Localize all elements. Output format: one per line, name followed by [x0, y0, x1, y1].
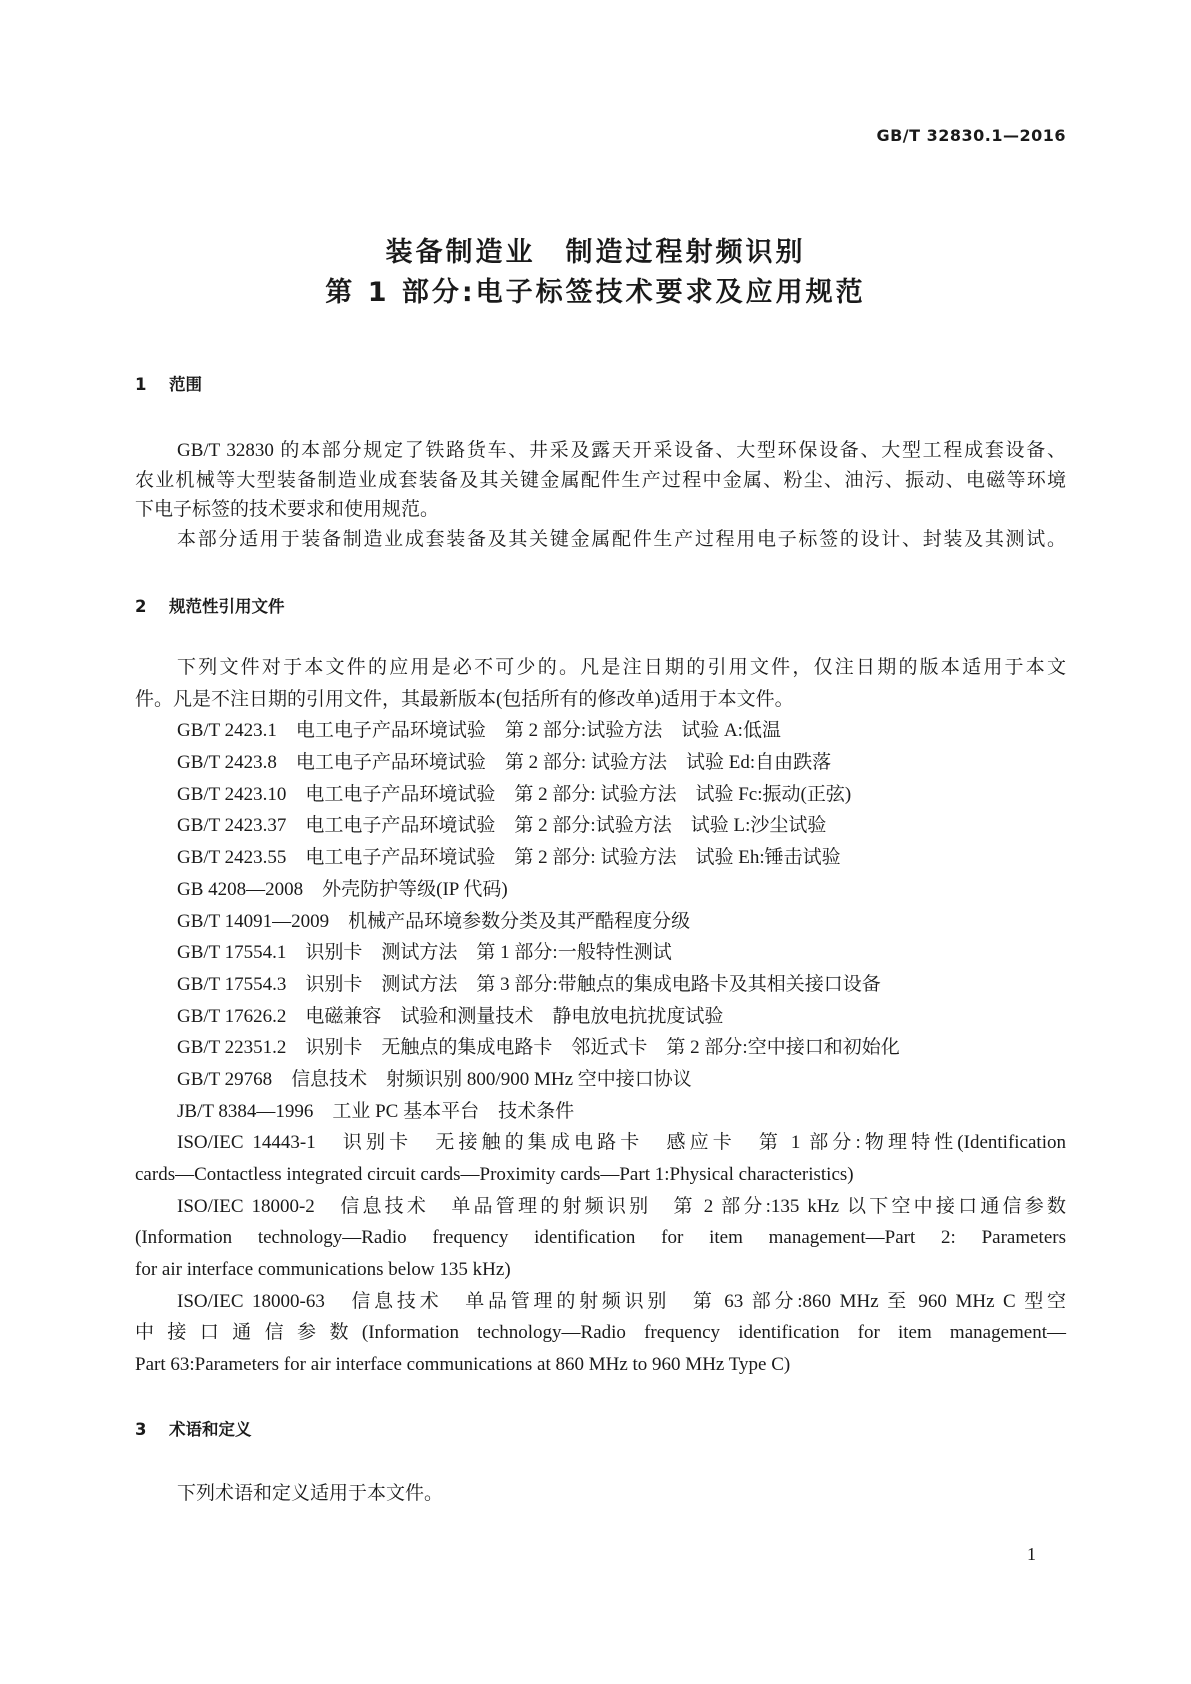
document-title-line-1: 装备制造业 制造过程射频识别	[385, 237, 806, 268]
text-line: 下列文件对于本文件的应用是必不可少的。凡是注日期的引用文件，仅注日期的版本适用于本文	[177, 657, 1066, 678]
section-1-body	[135, 436, 1066, 554]
text-line: GB/T 14091—2009 机械产品环境参数分类及其严酷程度分级	[177, 910, 691, 932]
text-line: GB/T 2423.1 电工电子产品环境试验 第 2 部分:试验方法 试验 A:低温	[177, 720, 781, 742]
text-line: 本部分适用于装备制造业成套装备及其关键金属配件生产过程用电子标签的设计、封装及其测试。	[177, 528, 1066, 550]
section-1-heading	[135, 371, 202, 399]
text-line: GB/T 2423.10 电工电子产品环境试验 第 2 部分: 试验方法 试验 Fc:振动(正弦)	[177, 783, 852, 805]
text-line: GB/T 22351.2 识别卡 无触点的集成电路卡 邻近式卡 第 2 部分:空中接口和初始化	[177, 1037, 900, 1059]
section-number: 1	[135, 375, 147, 394]
section-2-heading	[135, 593, 285, 621]
section-title: 范围	[169, 375, 202, 394]
text-line: GB/T 17554.3 识别卡 测试方法 第 3 部分:带触点的集成电路卡及其相关接口设备	[177, 973, 881, 995]
text-line: GB/T 2423.37 电工电子产品环境试验 第 2 部分:试验方法 试验 L:沙尘试验	[177, 815, 827, 837]
page-number: 1	[1027, 1544, 1036, 1564]
text-line: ISO/IEC 18000-63 信息技术 单品管理的射频识别 第 63 部分:860 MHz 至 960 MHz C 型空	[177, 1290, 1066, 1312]
text-line: GB/T 2423.55 电工电子产品环境试验 第 2 部分: 试验方法 试验 Eh:锤击试验	[177, 847, 841, 869]
text-line: GB/T 32830 的本部分规定了铁路货车、井采及露天开采设备、大型环保设备、大型工程成套设备、	[177, 440, 1066, 461]
text-line: GB/T 17626.2 电磁兼容 试验和测量技术 静电放电抗扰度试验	[177, 1005, 724, 1027]
text-line: 件。凡是不注日期的引用文件，其最新版本(包括所有的修改单)适用于本文件。	[135, 688, 794, 710]
section-number: 2	[135, 597, 147, 616]
text-line: cards—Contactless integrated circuit cards—Proximity cards—Part 1:Physical characteristics)	[135, 1164, 854, 1185]
text-line: GB/T 29768 信息技术 射频识别 800/900 MHz 空中接口协议	[177, 1068, 692, 1090]
section-number: 3	[135, 1420, 147, 1439]
standard-number-header: GB/T 32830.1—2016	[876, 126, 1066, 145]
document-title-line-2: 第 1 部分:电子标签技术要求及应用规范	[325, 277, 866, 308]
text-line: GB/T 17554.1 识别卡 测试方法 第 1 部分:一般特性测试	[177, 942, 672, 964]
section-3-body	[135, 1478, 1066, 1510]
text-line: ISO/IEC 14443-1 识别卡 无接触的集成电路卡 感应卡 第 1 部分:物理特性(Identification	[177, 1132, 1066, 1154]
text-line: GB/T 2423.8 电工电子产品环境试验 第 2 部分: 试验方法 试验 Ed:自由跌落	[177, 752, 832, 774]
section-title: 术语和定义	[169, 1420, 252, 1439]
text-line: GB 4208—2008 外壳防护等级(IP 代码)	[177, 878, 508, 900]
text-line: 下电子标签的技术要求和使用规范。	[135, 499, 440, 520]
text-line: ISO/IEC 18000-2 信息技术 单品管理的射频识别 第 2 部分:135 kHz 以下空中接口通信参数	[177, 1195, 1066, 1217]
section-3-heading	[135, 1416, 252, 1444]
text-line: JB/T 8384—1996 工业 PC 基本平台 技术条件	[177, 1100, 575, 1122]
text-line: 中接口通信参数(Information technology—Radio frequency identification for item management—	[135, 1322, 1066, 1344]
text-line: Part 63:Parameters for air interface communications at 860 MHz to 960 MHz Type C)	[135, 1354, 791, 1376]
text-line: 下列术语和定义适用于本文件。	[177, 1483, 444, 1504]
section-title: 规范性引用文件	[169, 597, 285, 616]
text-line: (Information technology—Radio frequency identification for item management—Part 2: Parameters	[135, 1227, 1066, 1249]
text-line: 农业机械等大型装备制造业成套装备及其关键金属配件生产过程中金属、粉尘、油污、振动、电磁等环境	[135, 469, 1066, 491]
section-2-body	[135, 652, 1066, 1381]
text-line: for air interface communications below 135 kHz)	[135, 1259, 511, 1281]
